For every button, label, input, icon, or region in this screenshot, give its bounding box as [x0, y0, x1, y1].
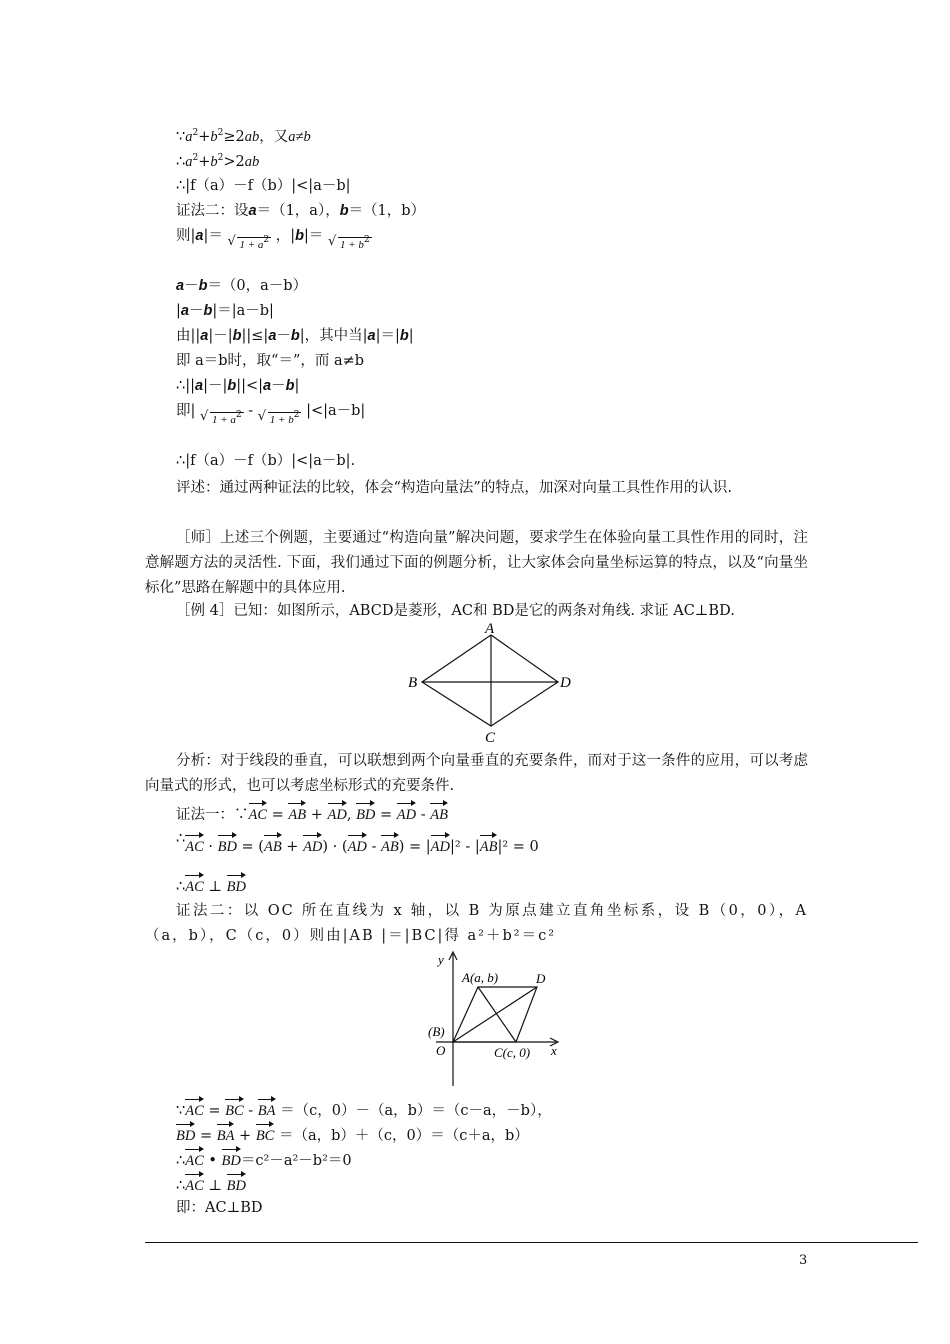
vector-AC: AC [249, 800, 268, 825]
text: |＝ [304, 228, 324, 244]
text: >2 [223, 154, 245, 170]
label-A: A(a, b) [462, 970, 499, 985]
vector-AB: AB [480, 832, 498, 857]
vector-b: b [227, 378, 237, 394]
text: 2 [293, 410, 300, 420]
line-triangle-ineq [176, 326, 414, 346]
proof-one-line-1 [176, 800, 448, 825]
rhombus-figure [400, 620, 585, 748]
text: |，其中当| [299, 328, 368, 344]
text: |＝ [203, 228, 223, 244]
vector-b: b [339, 203, 349, 219]
text: |<|a－b| [306, 403, 366, 419]
proof-two-conclusion: 即：AC⊥BD [176, 1200, 263, 1216]
text: ≥2 [223, 129, 245, 145]
text: ＝（0，a－b） [207, 278, 308, 294]
proof-two-line-4 [176, 1171, 246, 1196]
vector-b: b [232, 328, 242, 344]
text: a [185, 154, 193, 170]
line-ineq-1 [176, 127, 311, 147]
line-magnitudes [176, 226, 372, 251]
vector-AD: AD [431, 832, 450, 857]
label-y: y [438, 952, 444, 967]
vector-b: b [198, 278, 208, 294]
text: 2 [363, 235, 370, 245]
vector-a: a [248, 203, 257, 219]
text: • [203, 1153, 222, 1169]
text: |－| [208, 328, 233, 344]
vector-AC: AC [185, 872, 204, 897]
vector-BD: BD [176, 1121, 195, 1146]
line-sqrt-ineq [176, 401, 366, 426]
text: ∴ [176, 154, 186, 170]
vector-AB: AB [430, 800, 448, 825]
text: = [203, 1103, 226, 1119]
vector-a: a [367, 328, 376, 344]
vector-BD: BD [227, 872, 246, 897]
vector-a: a [195, 378, 204, 394]
vector-BD: BD [227, 1171, 246, 1196]
text: 2 [263, 235, 270, 245]
text: ，| [275, 228, 296, 244]
proof-one-line-3 [176, 872, 246, 897]
vector-AB: AB [381, 832, 399, 857]
footer-divider [145, 1242, 918, 1243]
text: ||≤| [241, 328, 269, 344]
text: ) = | [398, 839, 431, 855]
text: ∴ [176, 879, 186, 895]
text: ) · ( [322, 839, 348, 855]
text: ，又 [259, 129, 289, 145]
text: |－| [203, 378, 228, 394]
label-B: B [408, 675, 418, 691]
text: 证法一：∵ [176, 807, 249, 823]
text: = [375, 807, 397, 823]
label-A: A [485, 621, 495, 637]
text: = ( [236, 839, 264, 855]
text: , [346, 807, 357, 823]
vector-BD: BD [218, 832, 237, 857]
text: | [408, 328, 414, 344]
text: ∴ [176, 1153, 186, 1169]
text: - [243, 1103, 258, 1119]
paragraph-teacher: ［师］上述三个例题，主要通过“构造向量”解决问题，要求学生在体验向量工具性作用的同时，注意解题方法的灵活性. 下面，我们通过下面的例题分析，让大家体会向量坐标运算的特点，以及“向量坐标化”思路在解题中的具体应用. [145, 530, 808, 596]
text: 由|| [176, 328, 201, 344]
sqrt-expr: √ $1 + b^2$ [328, 234, 370, 251]
line-difference [176, 276, 307, 296]
line-strict-ineq [176, 376, 299, 396]
vector-BD: BD [356, 800, 375, 825]
text: ∴ [176, 1178, 186, 1194]
text: = [267, 807, 289, 823]
text: - [243, 403, 258, 419]
text: ＝（a，b）＋（c，0）＝（c＋a，b） [274, 1128, 529, 1144]
text: + [198, 154, 211, 170]
vector-AB: AB [288, 800, 306, 825]
text: 2 [217, 153, 224, 163]
text: ⊥ [203, 1178, 227, 1194]
proof-two-statement: 证法二：以 OC 所在直线为 x 轴，以 B 为原点建立直角坐标系，设 B（0，0），A（a，b），C（c，0）则由|AB |＝|BC|得 a²＋b²＝c² [145, 903, 808, 944]
text: + [234, 1128, 256, 1144]
vector-AC: AC [185, 1096, 204, 1121]
label-D: D [536, 971, 546, 986]
text: － [276, 328, 291, 344]
text: - [366, 839, 382, 855]
text: ab [244, 154, 260, 170]
text: ∵ [176, 129, 186, 145]
vector-AC: AC [185, 1171, 204, 1196]
text: ∵ [176, 1103, 186, 1119]
sqrt-expr: √ $1 + a^2$ [200, 409, 242, 426]
text: ∴ [176, 831, 186, 847]
text: － [184, 278, 199, 294]
text: 1 + a [239, 239, 264, 251]
vector-AD: AD [303, 832, 322, 857]
line-proof-two [176, 201, 425, 221]
label-x: x [551, 1043, 557, 1058]
page-number: 3 [799, 1253, 808, 1268]
text: = [195, 1128, 217, 1144]
line-equality-case: 即 a＝b时，取“＝”，而 a≠b [176, 353, 365, 369]
proof-two-line-3 [176, 1146, 352, 1171]
paragraph-comment: 评述：通过两种证法的比较，体会“构造向量法”的特点，加深对向量工具性作用的认识. [176, 480, 732, 496]
text: 1 + a [212, 414, 236, 426]
text: ∴|| [176, 378, 195, 394]
vector-BC: BC [256, 1121, 275, 1146]
text: + [306, 807, 328, 823]
label-B: (B) [428, 1024, 445, 1039]
text: b [210, 129, 218, 145]
text: ＝c²－a²－b²＝0 [240, 1153, 352, 1169]
text: - [416, 807, 431, 823]
proof-two-line-2 [176, 1121, 529, 1146]
vector-BA: BA [258, 1096, 276, 1121]
text: a [185, 129, 193, 145]
vector-b: b [203, 303, 213, 319]
sqrt-expr: √ $1 + b^2$ [257, 409, 300, 426]
text: ab [244, 129, 260, 145]
label-O: O [436, 1043, 446, 1058]
text: b [210, 154, 218, 170]
vector-a: a [263, 378, 272, 394]
text: a≠b [288, 129, 311, 145]
line-conclusion-2: ∴|f（a）－f（b）|<|a－b|. [176, 453, 356, 469]
line-diff-magnitude [176, 301, 274, 321]
vector-b: b [399, 328, 409, 344]
vector-a: a [180, 303, 189, 319]
vector-b: b [290, 328, 300, 344]
paragraph-analysis: 分析：对于线段的垂直，可以联想到两个向量垂直的充要条件，而对于这一条件的应用，可以考虑向量式的形式，也可以考虑坐标形式的充要条件. [145, 753, 808, 794]
label-C: C [485, 730, 496, 746]
text: ||<| [236, 378, 264, 394]
text: 2 [192, 128, 199, 138]
text: 则| [176, 228, 196, 244]
proof-two-line-1 [176, 1096, 552, 1121]
text: － [271, 378, 286, 394]
text: 证法二：设 [176, 203, 249, 219]
vector-AD: AD [348, 832, 367, 857]
text: ＝（1，a）， [256, 203, 340, 219]
vector-a: a [268, 328, 277, 344]
vector-AD: AD [397, 800, 416, 825]
line-ineq-2 [176, 152, 259, 172]
text: | [294, 378, 300, 394]
vector-BA: BA [217, 1121, 235, 1146]
sqrt-expr: √ $1 + a^2$ [227, 234, 270, 251]
vector-AC: AC [185, 832, 204, 857]
proof-one-line-2 [176, 832, 539, 857]
vector-AD: AD [328, 800, 347, 825]
text: ＝（c，0）－（a，b）＝（c－a，－b）， [275, 1103, 552, 1119]
text: · [203, 839, 218, 855]
text: － [188, 303, 204, 319]
vector-b: b [285, 378, 295, 394]
text: 2 [192, 153, 199, 163]
label-C: C(c, 0) [494, 1045, 531, 1060]
text: |² - | [450, 839, 480, 855]
text: ⊥ [203, 879, 227, 895]
text: 1 + b [269, 414, 294, 426]
vector-a: a [200, 328, 209, 344]
vector-AC: AC [185, 1146, 204, 1171]
text: 即| [176, 403, 196, 419]
vector-a: a [176, 278, 185, 294]
text: |＝|a－b| [212, 303, 274, 319]
vector-AB: AB [264, 832, 282, 857]
vector-BD: BD [222, 1146, 241, 1171]
vector-BC: BC [225, 1096, 244, 1121]
text: + [281, 839, 304, 855]
text: ＝（1，b） [348, 203, 426, 219]
vector-a: a [195, 228, 204, 244]
label-D: D [560, 675, 571, 691]
line-conclusion-1: ∴|f（a）－f（b）|<|a－b| [176, 178, 351, 194]
vector-b: b [295, 228, 304, 244]
coordinate-figure [420, 948, 570, 1090]
text: + [198, 129, 211, 145]
example-4-statement: ［例 4］已知：如图所示，ABCD是菱形，AC和 BD是它的两条对角线. 求证 AC⊥BD. [176, 603, 735, 619]
text: 2 [217, 128, 224, 138]
text: | [176, 303, 181, 319]
text: 2 [235, 410, 242, 420]
text: 1 + b [340, 239, 364, 251]
text: |＝| [375, 328, 400, 344]
text: |² = 0 [497, 839, 539, 855]
